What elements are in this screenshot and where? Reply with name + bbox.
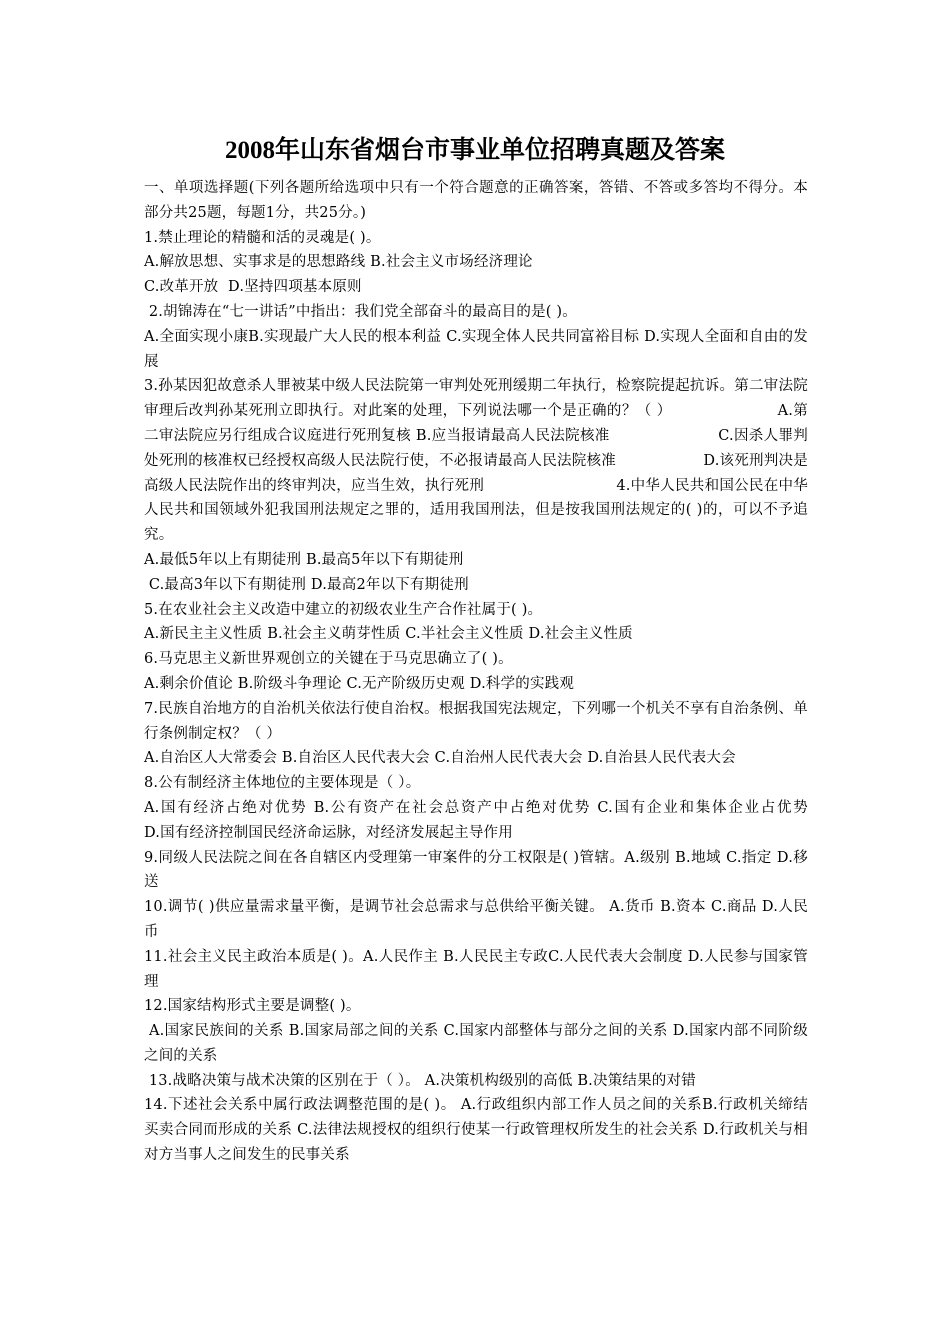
paragraph: A.解放思想、实事求是的思想路线 B.社会主义市场经济理论 xyxy=(144,254,533,271)
paragraph: 1.禁止理论的精髓和活的灵魂是( )。 xyxy=(144,229,381,246)
paragraph: 11.社会主义民主政治本质是( )。A.人民作主 B.人民民主专政C.人民代表大会制度 D.人民参与国家管理 xyxy=(144,948,808,990)
paragraph: 14.下述社会关系中属行政法调整范围的是( )。 A.行政组织内部工作人员之间的关系B.行政机关缔结买卖合同而形成的关系 C.法律法规授权的组织行使某一行政管理权所发生的社会关系 D.行政机关与相对方当事人之间发生的民事关系 xyxy=(144,1097,808,1164)
paragraph: 3.孙某因犯故意杀人罪被某中级人民法院第一审判处死刑缓期二年执行，检察院提起抗诉。第二审法院审理后改判孙某死刑立即执行。对此案的处理，下列说法哪一个是正确的？（ ） A.第二审法院应另行组成合议庭进行死刑复核 B.应当报请最高人民法院核准 C.因杀人罪判处死刑的核准权已经授权高级人民法院行使，不必报请最高人民法院核准 D.该死刑判决是高级人民法院作出的终审判决，应当生效，执行死刑 4.中华人民共和国公民在中华人民共和国领域外犯我国刑法规定之罪的，适用我国刑法，但是按我国刑法规定的( )的，可以不予追究。 xyxy=(144,378,808,544)
paragraph: A.自治区人大常委会 B.自治区人民代表大会 C.自治州人民代表大会 D.自治县人民代表大会 xyxy=(144,750,736,767)
paragraph: 13.战略决策与战术决策的区别在于（ ）。 A.决策机构级别的高低 B.决策结果的对错 xyxy=(144,1072,696,1089)
paragraph: A.新民主主义性质 B.社会主义萌芽性质 C.半社会主义性质 D.社会主义性质 xyxy=(144,626,633,643)
paragraph: A.最低5年以上有期徒刑 B.最高5年以下有期徒刑 xyxy=(144,551,464,568)
paragraph: 10.调节( )供应量需求量平衡，是调节社会总需求与总供给平衡关键。 A.货币 B.资本 C.商品 D.人民币 xyxy=(144,899,808,940)
paragraph: 2.胡锦涛在“七一讲话”中指出：我们党全部奋斗的最高目的是( )。 xyxy=(144,303,577,320)
paragraph: 9.同级人民法院之间在各自辖区内受理第一审案件的分工权限是( )管辖。A.级别 B.地域 C.指定 D.移送 xyxy=(144,849,808,891)
paragraph: 8.公有制经济主体地位的主要体现是（ ）。 xyxy=(144,775,421,792)
page-title: 2008年山东省烟台市事业单位招聘真题及答案 xyxy=(224,137,725,164)
paragraph: A.国家民族间的关系 B.国家局部之间的关系 C.国家内部整体与部分之间的关系 D.国家内部不同阶级之间的关系 xyxy=(144,1023,808,1064)
paragraph: C.改革开放 D.坚持四项基本原则 xyxy=(144,279,362,296)
paragraph: C.最高3年以下有期徒刑 D.最高2年以下有期徒刑 xyxy=(144,576,469,593)
paragraph: 一、单项选择题(下列各题所给选项中只有一个符合题意的正确答案，答错、不答或多答均不得分。本部分共25题，每题1分，共25分。) xyxy=(144,180,808,221)
paragraph: 7.民族自治地方的自治机关依法行使自治权。根据我国宪法规定，下列哪一个机关不享有自治条例、单行条例制定权？（ ） xyxy=(144,700,808,742)
paragraph: 5.在农业社会主义改造中建立的初级农业生产合作社属于( )。 xyxy=(144,601,543,618)
paragraph: A.全面实现小康B.实现最广大人民的根本利益 C.实现全体人民共同富裕目标 D.实现人全面和自由的发展 xyxy=(144,328,808,370)
paragraph: 12.国家结构形式主要是调整( )。 xyxy=(144,998,361,1015)
paragraph: 6.马克思主义新世界观创立的关键在于马克思确立了( )。 xyxy=(144,651,513,668)
paragraph: A.国有经济占绝对优势 B.公有资产在社会总资产中占绝对优势 C.国有企业和集体企业占优势 D.国有经济控制国民经济命运脉，对经济发展起主导作用 xyxy=(144,799,871,841)
paragraph: A.剩余价值论 B.阶级斗争理论 C.无产阶级历史观 D.科学的实践观 xyxy=(144,675,575,692)
document-body xyxy=(144,176,871,1168)
